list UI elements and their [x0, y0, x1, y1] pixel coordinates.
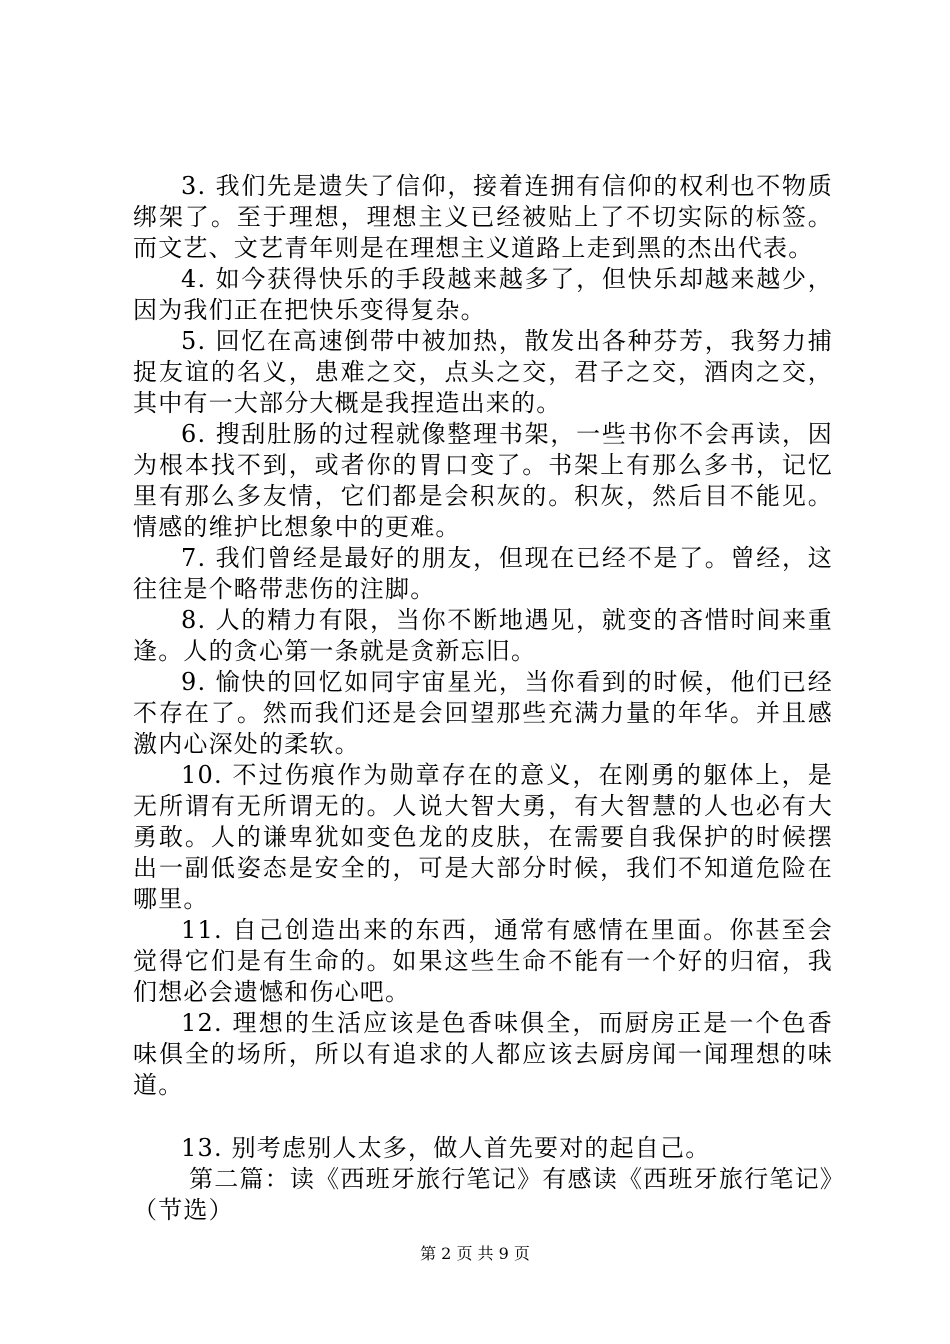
paragraph-12: 12. 理想的生活应该是色香味俱全，而厨房正是一个色香味俱全的场所，所以有追求的人都应该去厨房闻一闻理想的味道。 [133, 1009, 833, 1099]
paragraph-8: 8. 人的精力有限，当你不断地遇见，就变的吝惜时间来重逢。人的贪心第一条就是贪新忘旧。 [133, 606, 833, 665]
paragraph-6: 6. 搜刮肚肠的过程就像整理书架，一些书你不会再读，因为根本找不到，或者你的胃口变了。书架上有那么多书，记忆里有那么多友情，它们都是会积灰的。积灰，然后目不能见。情感的维护比想象中的更难。 [133, 420, 833, 541]
section-heading: 第二篇：读《西班牙旅行笔记》有感读《西班牙旅行笔记》（节选） [133, 1165, 833, 1224]
paragraph-10: 10. 不过伤痕作为勋章存在的意义，在刚勇的躯体上，是无所谓有无所谓无的。人说大智大勇，有大智慧的人也必有大勇敢。人的谦卑犹如变色龙的皮肤，在需要自我保护的时候摆出一副低姿态是安全的，可是大部分时候，我们不知道危险在哪里。 [133, 761, 833, 913]
document-body [133, 171, 833, 1226]
paragraph-3: 3. 我们先是遗失了信仰，接着连拥有信仰的权利也不物质绑架了。至于理想，理想主义已经被贴上了不切实际的标签。而文艺、文艺青年则是在理想主义道路上走到黑的杰出代表。 [133, 172, 833, 262]
paragraph-5: 5. 回忆在高速倒带中被加热，散发出各种芬芳，我努力捕捉友谊的名义，患难之交，点头之交，君子之交，酒肉之交，其中有一大部分大概是我捏造出来的。 [133, 327, 833, 417]
paragraph-4: 4. 如今获得快乐的手段越来越多了，但快乐却越来越少，因为我们正在把快乐变得复杂。 [133, 265, 833, 324]
paragraph-13: 13. 别考虑别人太多，做人首先要对的起自己。 [181, 1134, 711, 1162]
paragraph-11: 11. 自己创造出来的东西，通常有感情在里面。你甚至会觉得它们是有生命的。如果这些生命不能有一个好的归宿，我们想必会遗憾和伤心吧。 [133, 916, 833, 1006]
page-number-footer: 第 2 页 共 9 页 [420, 1244, 530, 1263]
paragraph-7: 7. 我们曾经是最好的朋友，但现在已经不是了。曾经，这往往是个略带悲伤的注脚。 [133, 544, 833, 603]
paragraph-9: 9. 愉快的回忆如同宇宙星光，当你看到的时候，他们已经不存在了。然而我们还是会回望那些充满力量的年华。并且感激内心深处的柔软。 [133, 668, 833, 758]
